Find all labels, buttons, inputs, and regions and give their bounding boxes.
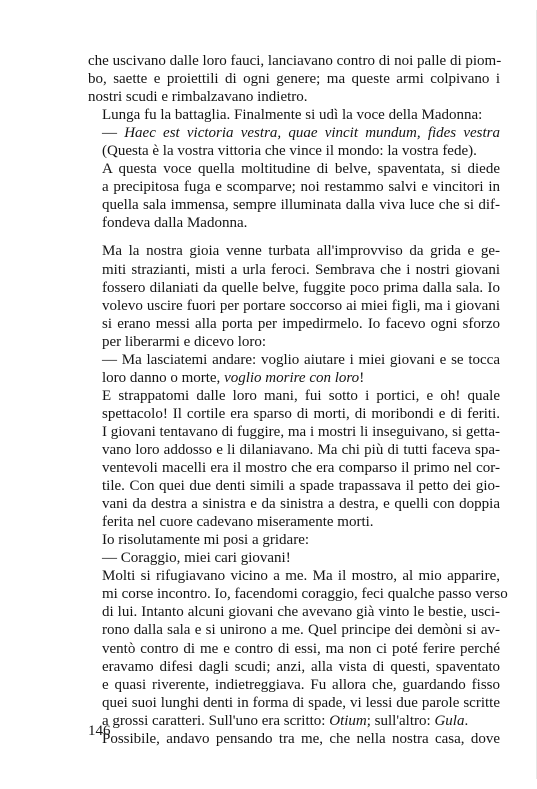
text-line: ferita nel cuore cadevano miseramente morti. xyxy=(102,514,374,531)
text-line: Io risolutamente mi posi a gridare: xyxy=(102,532,310,549)
text-line: nostri scudi e rimbalzavano indietro. xyxy=(88,89,308,106)
text-line: Lunga fu la battaglia. Finalmente si udì la voce della Madonna: xyxy=(102,107,483,124)
text-line: — Ma lasciatemi andare: voglio aiutare i miei giovani e se tocca xyxy=(102,351,500,368)
paragraph xyxy=(88,124,500,160)
text-line: — Haec est victoria vestra, quae vincit mundum, fides vestra xyxy=(102,125,500,142)
text-line: Molti si rifugiavano vicino a me. Ma il mostro, al mio apparire, xyxy=(102,568,500,585)
emphasis: voglio morire con loro xyxy=(224,369,360,386)
text-line: — Coraggio, miei cari giovani! xyxy=(102,550,291,567)
text-line: vani da destra a sinistra e da sinistra a destra, e quelli con doppia xyxy=(102,496,500,513)
text-line: a precipitosa fuga e scomparve; noi restammo salvi e vincitori in xyxy=(102,179,500,196)
body-text xyxy=(88,52,508,748)
emphasis: Haec est victoria vestra, quae vincit mundum, fides vestra xyxy=(124,125,500,142)
text-line: che uscivano dalle loro fauci, lanciavano contro di noi palle di piom- xyxy=(88,53,502,69)
paragraph xyxy=(88,351,500,387)
text-line: Possibile, andavo pensando tra me, che nella nostra casa, dove xyxy=(102,730,500,747)
paragraph xyxy=(88,106,500,124)
text-line: ventevoli macelli era il mostro che era comparso il primo nel cor- xyxy=(102,460,500,477)
text-line: volevo uscire fuori per portare soccorso ai miei figli, ma i giovani xyxy=(102,297,500,314)
text-line: miti strazianti, misti a urla feroci. Sembrava che i nostri giovani xyxy=(102,261,500,278)
text-line: E strappatomi dalle loro mani, fui sotto i portici, e oh! quale xyxy=(102,387,500,404)
page-number: 146 xyxy=(88,723,111,739)
text-line: tile. Con quei due denti simili a spade trapassava il petto dei gio- xyxy=(102,478,500,495)
paragraph xyxy=(88,52,500,106)
paragraph xyxy=(88,567,508,729)
text-line: fondeva dalla Madonna. xyxy=(102,215,248,232)
text-line: I giovani tentavano di fuggire, ma i mostri li inseguivano, si getta- xyxy=(102,423,500,440)
text-line: ventò contro di me e contro di essi, ma non ci poté ferire perché xyxy=(102,640,500,657)
text-line: quella sala immensa, sempre illuminata dalla viva luce che si dif- xyxy=(102,197,500,214)
text-line: mi corse incontro. Io, facendomi coraggio, feci qualche passo verso xyxy=(102,586,508,603)
paragraph xyxy=(88,387,500,531)
paragraph xyxy=(88,549,500,567)
paragraph xyxy=(88,531,500,549)
text-line: e quasi riverente, indietreggiava. Fu allora che, guardando fisso xyxy=(102,676,500,693)
paragraph xyxy=(88,242,500,350)
text-line: rono dalla sala e si unirono a me. Quel principe dei demòni si av- xyxy=(102,622,500,639)
text-line: eravamo difesi dagli scudi; anzi, alla vista di questi, spaventato xyxy=(102,658,500,675)
paragraph xyxy=(88,730,500,748)
text-line: di lui. Intanto alcuni giovani che avevano già vinto le bestie, usci- xyxy=(102,604,500,621)
text-line: fossero dilaniati da quelle belve, fuggite poco prima dalla sala. Io xyxy=(102,279,500,296)
text-line: Ma la nostra gioia venne turbata all'improvviso da grida e ge- xyxy=(102,243,500,260)
text-line: vano loro addosso e li dilaniavano. Ma chi più di tutti faceva spa- xyxy=(102,441,500,458)
text-line: loro danno o morte, voglio morire con loro! xyxy=(102,369,365,386)
emphasis: Gula xyxy=(434,712,465,729)
text-line: per liberarmi e dicevo loro: xyxy=(102,333,267,350)
text-line: A questa voce quella moltitudine di belve, spaventata, si diede xyxy=(102,161,500,178)
text-line: spettacolo! Il cortile era sparso di morti, di moribondi e di feriti. xyxy=(102,405,500,422)
text-line: bo, saette e proiettili di ogni genere; ma queste armi colpivano i xyxy=(88,71,500,88)
emphasis: Otium xyxy=(329,712,367,729)
paragraph xyxy=(88,160,500,232)
text-line: a grossi caratteri. Sull'uno era scritto: Otium; sull'altro: Gula. xyxy=(102,712,469,729)
text-line: si erano messi alla porta per impedirmelo. Io facevo ogni sforzo xyxy=(102,315,500,332)
text-line: quei suoi lunghi denti in forma di spade, vi lessi due parole scritte xyxy=(102,694,500,711)
text-line: (Questa è la vostra vittoria che vince il mondo: la vostra fede). xyxy=(102,143,477,160)
